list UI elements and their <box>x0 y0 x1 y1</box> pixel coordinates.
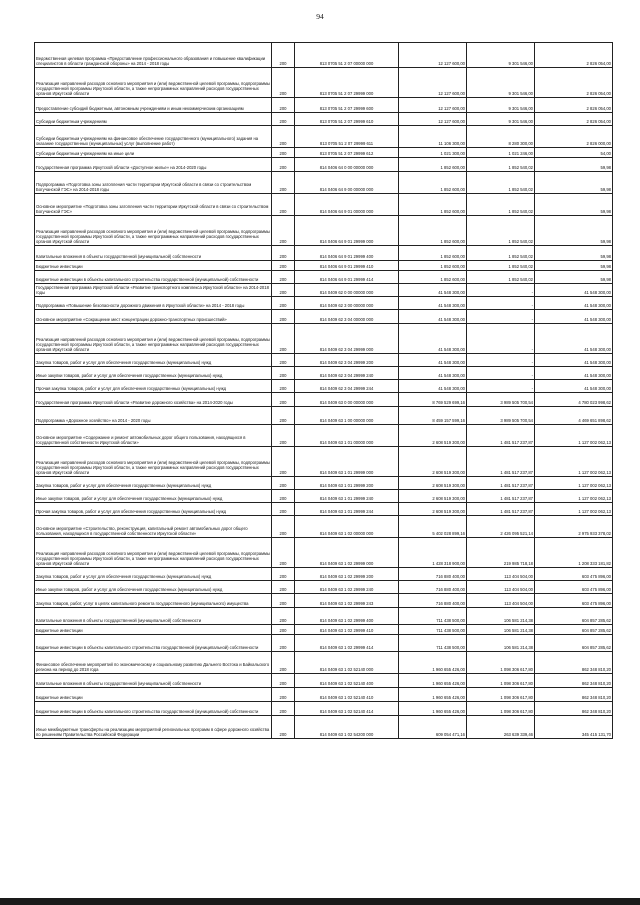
approved-amount-cell: 41 548 300,00 <box>399 324 467 354</box>
approved-amount-cell: 1 852 600,00 <box>399 172 467 194</box>
budget-classification-code-cell: 814 0409 62 3 00 00000 000 <box>295 297 399 310</box>
budget-classification-code-cell: 813 0705 51 2 07 29999 612 <box>295 148 399 158</box>
unexecuted-amount-cell: 2 826 054,00 <box>535 68 613 98</box>
expense-name-cell: Бюджетные инвестиции <box>35 688 272 702</box>
approved-amount-cell: 609 054 471,16 <box>399 716 467 739</box>
status-code-cell: 200 <box>272 447 295 477</box>
status-code-cell: 200 <box>272 68 295 98</box>
expense-name-cell: Подпрограмма «Дорожное хозяйство» на 2014 - 2020 годы <box>35 407 272 425</box>
expense-name-cell: Подпрограмма «Повышение безопасности дорожного движения в Иркутской области» на 2014 - 2018 годы <box>35 297 272 310</box>
expense-name-cell: Закупка товаров, работ и услуг для обеспечения государственных (муниципальных) нужд <box>35 477 272 490</box>
table-row <box>35 380 613 393</box>
status-code-cell: 200 <box>272 635 295 652</box>
status-code-cell: 200 <box>272 503 295 516</box>
unexecuted-amount-cell: 59,98 <box>535 261 613 271</box>
budget-execution-table <box>34 42 613 739</box>
table-row <box>35 297 613 310</box>
status-code-cell: 200 <box>272 688 295 702</box>
table-body <box>35 43 613 739</box>
status-code-cell: 200 <box>272 158 295 172</box>
unexecuted-amount-cell: 1 127 002 062,13 <box>535 447 613 477</box>
table-row <box>35 688 613 702</box>
expense-name-cell: Финансовое обеспечение мероприятий по экономическому и социальному развитию Дальнего Востока и Байкальского региона на период до 2018 года <box>35 652 272 674</box>
expense-name-cell: Бюджетные инвестиции в объекты капитального строительства государственной (муниципальной) собственности <box>35 635 272 652</box>
budget-classification-code-cell: 814 0409 63 1 02 52140 400 <box>295 674 399 688</box>
executed-amount-cell: 1 852 540,02 <box>467 271 535 284</box>
budget-classification-code-cell: 814 0409 63 0 00 00000 000 <box>295 393 399 407</box>
table-row <box>35 271 613 284</box>
expense-name-cell: Государственная программа Иркутской области «Развитие транспортного комплекса Иркутской области» на 2014-2018 годы <box>35 284 272 297</box>
budget-classification-code-cell: 813 0705 51 2 07 00000 000 <box>295 43 399 68</box>
expense-name-cell: Иные закупки товаров, работ и услуг для обеспечения государственных (муниципальных) нужд <box>35 581 272 594</box>
table-row <box>35 354 613 367</box>
status-code-cell: 200 <box>272 172 295 194</box>
executed-amount-cell: 106 581 214,38 <box>467 608 535 625</box>
executed-amount-cell: 1 852 540,02 <box>467 216 535 246</box>
executed-amount-cell: 9 301 546,00 <box>467 98 535 113</box>
table-row <box>35 393 613 407</box>
unexecuted-amount-cell: 41 548 300,00 <box>535 380 613 393</box>
executed-amount-cell: - <box>467 284 535 297</box>
approved-amount-cell: 1 428 318 900,00 <box>399 538 467 568</box>
approved-amount-cell: 41 548 300,00 <box>399 284 467 297</box>
budget-classification-code-cell: 814 0409 63 1 01 29999 200 <box>295 477 399 490</box>
table-row <box>35 716 613 739</box>
expense-name-cell: Основное мероприятие «Строительство, реконструкция, капитальный ремонт автомобильных дорог общего пользования, находящихся в государственной собственности Иркутской области» <box>35 516 272 538</box>
approved-amount-cell: 2 608 519 300,00 <box>399 490 467 503</box>
budget-classification-code-cell: 814 0409 62 3 04 29999 244 <box>295 380 399 393</box>
approved-amount-cell: 1 021 300,00 <box>399 148 467 158</box>
unexecuted-amount-cell: 604 857 285,62 <box>535 635 613 652</box>
unexecuted-amount-cell: 2 826 054,00 <box>535 98 613 113</box>
unexecuted-amount-cell: 1 127 002 062,13 <box>535 503 613 516</box>
unexecuted-amount-cell: 41 548 300,00 <box>535 324 613 354</box>
status-code-cell: 200 <box>272 310 295 324</box>
budget-classification-code-cell: 814 0409 63 1 02 29999 240 <box>295 581 399 594</box>
status-code-cell: 200 <box>272 538 295 568</box>
budget-classification-code-cell: 814 0406 64 9 01 00000 000 <box>295 194 399 216</box>
executed-amount-cell: 1 098 306 617,80 <box>467 652 535 674</box>
unexecuted-amount-cell: 41 548 300,00 <box>535 297 613 310</box>
table-row <box>35 284 613 297</box>
unexecuted-amount-cell: 2 975 933 378,02 <box>535 516 613 538</box>
page-bottom-border <box>0 898 640 905</box>
page-number: 94 <box>316 12 324 21</box>
expense-name-cell: Субсидии бюджетным учреждениям <box>35 113 272 126</box>
status-code-cell: 200 <box>272 261 295 271</box>
approved-amount-cell: 711 438 500,00 <box>399 625 467 635</box>
approved-amount-cell: 41 548 300,00 <box>399 367 467 380</box>
budget-classification-code-cell: 814 0406 64 9 01 29999 000 <box>295 216 399 246</box>
approved-amount-cell: 716 880 400,00 <box>399 581 467 594</box>
executed-amount-cell: 1 098 306 617,80 <box>467 688 535 702</box>
executed-amount-cell: 1 021 246,00 <box>467 148 535 158</box>
status-code-cell: 200 <box>272 716 295 739</box>
status-code-cell: 200 <box>272 43 295 68</box>
budget-classification-code-cell: 814 0406 64 9 00 00000 000 <box>295 172 399 194</box>
budget-classification-code-cell: 814 0409 63 1 02 29999 400 <box>295 608 399 625</box>
expense-name-cell: Бюджетные инвестиции <box>35 625 272 635</box>
unexecuted-amount-cell: 1 127 002 062,13 <box>535 490 613 503</box>
unexecuted-amount-cell: 603 475 896,00 <box>535 581 613 594</box>
executed-amount-cell: - <box>467 380 535 393</box>
unexecuted-amount-cell: 41 548 300,00 <box>535 310 613 324</box>
budget-classification-code-cell: 813 0705 51 2 07 29999 611 <box>295 126 399 148</box>
budget-classification-code-cell: 814 0409 63 1 02 29999 410 <box>295 625 399 635</box>
status-code-cell: 200 <box>272 324 295 354</box>
table-row <box>35 447 613 477</box>
approved-amount-cell: 8 459 157 599,16 <box>399 407 467 425</box>
table-row <box>35 367 613 380</box>
budget-classification-code-cell: 814 0406 64 9 01 29999 414 <box>295 271 399 284</box>
executed-amount-cell: - <box>467 297 535 310</box>
expense-name-cell: Прочая закупка товаров, работ и услуг для обеспечения государственных (муниципальных) нужд <box>35 503 272 516</box>
table-row <box>35 113 613 126</box>
status-code-cell: 200 <box>272 380 295 393</box>
approved-amount-cell: 41 548 300,00 <box>399 354 467 367</box>
approved-amount-cell: 12 127 600,00 <box>399 98 467 113</box>
table-row <box>35 516 613 538</box>
status-code-cell: 200 <box>272 702 295 716</box>
executed-amount-cell: 1 481 517 237,87 <box>467 477 535 490</box>
executed-amount-cell: 1 852 540,02 <box>467 246 535 261</box>
table-row <box>35 158 613 172</box>
unexecuted-amount-cell: 1 208 333 181,82 <box>535 538 613 568</box>
approved-amount-cell: 5 402 028 899,16 <box>399 516 467 538</box>
executed-amount-cell: 113 404 504,00 <box>467 594 535 608</box>
status-code-cell: 200 <box>272 652 295 674</box>
unexecuted-amount-cell: 59,98 <box>535 271 613 284</box>
table-row <box>35 324 613 354</box>
status-code-cell: 200 <box>272 490 295 503</box>
expense-name-cell: Ведомственная целевая программа «Предоставление профессионального образования и повышение квалификации специалистов в области гражданской обороны» на 2014 - 2018 годы <box>35 43 272 68</box>
budget-classification-code-cell: 814 0409 63 1 02 29999 200 <box>295 568 399 581</box>
table-row <box>35 635 613 652</box>
executed-amount-cell: 219 985 718,18 <box>467 538 535 568</box>
approved-amount-cell: 2 608 519 300,00 <box>399 447 467 477</box>
unexecuted-amount-cell: 59,98 <box>535 246 613 261</box>
budget-classification-code-cell: 813 0705 51 2 07 29999 600 <box>295 98 399 113</box>
unexecuted-amount-cell: 1 127 002 062,13 <box>535 477 613 490</box>
status-code-cell: 200 <box>272 216 295 246</box>
budget-classification-code-cell: 814 0409 63 1 00 00000 000 <box>295 407 399 425</box>
budget-classification-code-cell: 814 0406 64 9 01 29999 400 <box>295 246 399 261</box>
expense-name-cell: Прочая закупка товаров, работ и услуг для обеспечения государственных (муниципальных) нужд <box>35 380 272 393</box>
budget-classification-code-cell: 814 0409 63 1 02 29999 000 <box>295 538 399 568</box>
unexecuted-amount-cell: 862 348 810,20 <box>535 688 613 702</box>
expense-name-cell: Иные межбюджетные трансферты на реализацию мероприятий региональных программ в сфере дорожного хозяйства по решениям Правительства Российской Федерации <box>35 716 272 739</box>
approved-amount-cell: 1 960 655 426,00 <box>399 702 467 716</box>
status-code-cell: 200 <box>272 594 295 608</box>
table-row <box>35 503 613 516</box>
approved-amount-cell: 12 127 600,00 <box>399 43 467 68</box>
executed-amount-cell: 3 989 505 700,54 <box>467 407 535 425</box>
approved-amount-cell: 1 852 600,00 <box>399 271 467 284</box>
unexecuted-amount-cell: 862 348 810,20 <box>535 702 613 716</box>
expense-name-cell: Государственная программа Иркутской области «Доступное жилье» на 2014-2020 годы <box>35 158 272 172</box>
executed-amount-cell: 1 481 517 237,87 <box>467 503 535 516</box>
status-code-cell: 200 <box>272 425 295 447</box>
budget-classification-code-cell: 814 0409 62 3 04 29999 000 <box>295 324 399 354</box>
status-code-cell: 200 <box>272 354 295 367</box>
executed-amount-cell: 113 404 504,00 <box>467 581 535 594</box>
table-row <box>35 674 613 688</box>
expense-name-cell: Реализация направлений расходов основного мероприятия и (или) ведомственной целевой программы, подпрограммы государственной программы Иркутской области, а также непрограммных направлений расходов государственных органов Иркутской области <box>35 324 272 354</box>
status-code-cell: 200 <box>272 516 295 538</box>
status-code-cell: 200 <box>272 126 295 148</box>
status-code-cell: 200 <box>272 297 295 310</box>
approved-amount-cell: 1 960 655 426,00 <box>399 688 467 702</box>
approved-amount-cell: 1 960 655 426,00 <box>399 674 467 688</box>
status-code-cell: 200 <box>272 284 295 297</box>
expense-name-cell: Субсидии бюджетным учреждениям на иные цели <box>35 148 272 158</box>
executed-amount-cell: - <box>467 310 535 324</box>
status-code-cell: 200 <box>272 608 295 625</box>
status-code-cell: 200 <box>272 98 295 113</box>
status-code-cell: 200 <box>272 674 295 688</box>
table-row <box>35 702 613 716</box>
approved-amount-cell: 711 438 500,00 <box>399 608 467 625</box>
table-row <box>35 490 613 503</box>
expense-name-cell: Капитальные вложения в объекты государственной (муниципальной) собственности <box>35 674 272 688</box>
table-row <box>35 43 613 68</box>
unexecuted-amount-cell: 59,98 <box>535 172 613 194</box>
approved-amount-cell: 41 548 300,00 <box>399 380 467 393</box>
expense-name-cell: Капитальные вложения в объекты государственной (муниципальной) собственности <box>35 246 272 261</box>
table-row <box>35 261 613 271</box>
executed-amount-cell: 106 581 214,38 <box>467 635 535 652</box>
executed-amount-cell: 9 301 546,00 <box>467 68 535 98</box>
budget-classification-code-cell: 814 0406 64 9 01 29999 410 <box>295 261 399 271</box>
unexecuted-amount-cell: 41 548 300,00 <box>535 367 613 380</box>
table-row <box>35 68 613 98</box>
table-row <box>35 538 613 568</box>
expense-name-cell: Бюджетные инвестиции в объекты капитального строительства государственной (муниципальной) собственности <box>35 271 272 284</box>
executed-amount-cell: 263 639 339,46 <box>467 716 535 739</box>
table-row <box>35 148 613 158</box>
unexecuted-amount-cell: 604 857 285,62 <box>535 625 613 635</box>
approved-amount-cell: 8 769 529 699,16 <box>399 393 467 407</box>
approved-amount-cell: 711 438 500,00 <box>399 635 467 652</box>
approved-amount-cell: 716 880 400,00 <box>399 568 467 581</box>
expense-name-cell: Закупка товаров, работ, услуг в целях капитального ремонта государственного (муниципального) имущества <box>35 594 272 608</box>
approved-amount-cell: 1 852 600,00 <box>399 194 467 216</box>
table-row <box>35 608 613 625</box>
executed-amount-cell: 8 280 300,00 <box>467 126 535 148</box>
table-row <box>35 594 613 608</box>
table-row <box>35 246 613 261</box>
unexecuted-amount-cell: 54,00 <box>535 148 613 158</box>
status-code-cell: 200 <box>272 407 295 425</box>
approved-amount-cell: 41 548 300,00 <box>399 310 467 324</box>
executed-amount-cell: 1 852 540,02 <box>467 158 535 172</box>
status-code-cell: 200 <box>272 194 295 216</box>
table-row <box>35 652 613 674</box>
budget-classification-code-cell: 814 0409 62 3 04 29999 240 <box>295 367 399 380</box>
executed-amount-cell: - <box>467 324 535 354</box>
expense-name-cell: Предоставление субсидий бюджетным, автономным учреждениям и иным некоммерческим организациям <box>35 98 272 113</box>
budget-classification-code-cell: 814 0409 63 1 02 00000 000 <box>295 516 399 538</box>
unexecuted-amount-cell: 2 826 054,00 <box>535 113 613 126</box>
approved-amount-cell: 1 852 600,00 <box>399 246 467 261</box>
status-code-cell: 200 <box>272 477 295 490</box>
status-code-cell: 200 <box>272 568 295 581</box>
executed-amount-cell: 9 301 546,00 <box>467 113 535 126</box>
expense-name-cell: Иные закупки товаров, работ и услуг для обеспечения государственных (муниципальных) нужд <box>35 490 272 503</box>
expense-name-cell: Иные закупки товаров, работ и услуг для обеспечения государственных (муниципальных) нужд <box>35 367 272 380</box>
budget-classification-code-cell: 814 0406 64 0 00 00000 000 <box>295 158 399 172</box>
table-row <box>35 625 613 635</box>
executed-amount-cell: 9 301 546,00 <box>467 43 535 68</box>
executed-amount-cell: 1 481 517 237,87 <box>467 425 535 447</box>
expense-name-cell: Бюджетные инвестиции <box>35 261 272 271</box>
unexecuted-amount-cell: 2 826 000,00 <box>535 126 613 148</box>
table-row <box>35 477 613 490</box>
expense-name-cell: Бюджетные инвестиции в объекты капитального строительства государственной (муниципальной) собственности <box>35 702 272 716</box>
budget-classification-code-cell: 813 0705 51 2 07 29999 000 <box>295 68 399 98</box>
budget-classification-code-cell: 814 0409 63 1 02 52140 410 <box>295 688 399 702</box>
approved-amount-cell: 41 548 300,00 <box>399 297 467 310</box>
table-row <box>35 216 613 246</box>
executed-amount-cell: - <box>467 367 535 380</box>
approved-amount-cell: 11 106 300,00 <box>399 126 467 148</box>
budget-classification-code-cell: 814 0409 62 3 04 29999 200 <box>295 354 399 367</box>
table-row <box>35 126 613 148</box>
executed-amount-cell: 1 852 540,02 <box>467 261 535 271</box>
budget-classification-code-cell: 814 0409 63 1 02 54200 000 <box>295 716 399 739</box>
budget-classification-code-cell: 814 0409 63 1 02 52140 414 <box>295 702 399 716</box>
approved-amount-cell: 1 852 600,00 <box>399 158 467 172</box>
unexecuted-amount-cell: 862 348 810,20 <box>535 674 613 688</box>
executed-amount-cell: 1 098 306 617,80 <box>467 702 535 716</box>
status-code-cell: 200 <box>272 271 295 284</box>
unexecuted-amount-cell: 41 548 300,00 <box>535 284 613 297</box>
expense-name-cell: Закупка товаров, работ и услуг для обеспечения государственных (муниципальных) нужд <box>35 568 272 581</box>
status-code-cell: 200 <box>272 113 295 126</box>
unexecuted-amount-cell: 345 415 131,70 <box>535 716 613 739</box>
unexecuted-amount-cell: 4 469 651 898,62 <box>535 407 613 425</box>
table-row <box>35 310 613 324</box>
budget-classification-code-cell: 814 0409 63 1 02 29999 414 <box>295 635 399 652</box>
executed-amount-cell: 113 404 504,00 <box>467 568 535 581</box>
status-code-cell: 200 <box>272 581 295 594</box>
executed-amount-cell: 106 581 214,38 <box>467 625 535 635</box>
executed-amount-cell: 1 852 540,02 <box>467 172 535 194</box>
expense-name-cell: Основное мероприятие «Содержание и ремонт автомобильных дорог общего пользования, находящихся в государственной собственности Иркутской области» <box>35 425 272 447</box>
expense-name-cell: Реализация направлений расходов основного мероприятия и (или) ведомственной целевой программы, подпрограммы государственной программы Иркутской области, а также непрограммных направлений расходов государственных органов Иркутской области <box>35 68 272 98</box>
unexecuted-amount-cell: 1 127 002 062,13 <box>535 425 613 447</box>
budget-classification-code-cell: 814 0409 63 1 01 29999 240 <box>295 490 399 503</box>
table-row <box>35 581 613 594</box>
executed-amount-cell: 1 481 517 237,87 <box>467 447 535 477</box>
unexecuted-amount-cell: 862 348 810,20 <box>535 652 613 674</box>
approved-amount-cell: 1 960 655 426,00 <box>399 652 467 674</box>
expense-name-cell: Реализация направлений расходов основного мероприятия и (или) ведомственной целевой программы, подпрограммы государственной программы Иркутской области, а также непрограммных направлений расходов государственных органов Иркутской области <box>35 447 272 477</box>
budget-classification-code-cell: 814 0409 63 1 01 29999 000 <box>295 447 399 477</box>
expense-name-cell: Закупка товаров, работ и услуг для обеспечения государственных (муниципальных) нужд <box>35 354 272 367</box>
budget-classification-code-cell: 814 0409 63 1 01 00000 000 <box>295 425 399 447</box>
expense-name-cell: Основное мероприятие «Сокращение мест концентрации дорожно-транспортных происшествий» <box>35 310 272 324</box>
unexecuted-amount-cell: 59,98 <box>535 194 613 216</box>
executed-amount-cell: 1 098 306 617,80 <box>467 674 535 688</box>
budget-classification-code-cell: 814 0409 63 1 02 29999 243 <box>295 594 399 608</box>
unexecuted-amount-cell: 2 826 054,00 <box>535 43 613 68</box>
executed-amount-cell: 3 989 505 700,54 <box>467 393 535 407</box>
status-code-cell: 200 <box>272 367 295 380</box>
budget-classification-code-cell: 814 0409 63 1 02 52140 000 <box>295 652 399 674</box>
table-row <box>35 172 613 194</box>
budget-classification-code-cell: 814 0409 62 3 04 00000 000 <box>295 310 399 324</box>
expense-name-cell: Реализация направлений расходов основного мероприятия и (или) ведомственной целевой программы, подпрограммы государственной программы Иркутской области, а также непрограммных направлений расходов государственных органов Иркутской области <box>35 538 272 568</box>
budget-classification-code-cell: 813 0705 51 2 07 29999 610 <box>295 113 399 126</box>
unexecuted-amount-cell: 59,98 <box>535 216 613 246</box>
executed-amount-cell: 1 481 517 237,87 <box>467 490 535 503</box>
table-row <box>35 425 613 447</box>
executed-amount-cell: 1 852 540,02 <box>467 194 535 216</box>
status-code-cell: 200 <box>272 148 295 158</box>
budget-classification-code-cell: 814 0409 62 0 00 00000 000 <box>295 284 399 297</box>
executed-amount-cell: - <box>467 354 535 367</box>
unexecuted-amount-cell: 603 475 896,00 <box>535 594 613 608</box>
status-code-cell: 200 <box>272 625 295 635</box>
expense-name-cell: Капитальные вложения в объекты государственной (муниципальной) собственности <box>35 608 272 625</box>
unexecuted-amount-cell: 4 780 023 998,62 <box>535 393 613 407</box>
approved-amount-cell: 2 608 519 300,00 <box>399 503 467 516</box>
approved-amount-cell: 2 608 519 300,00 <box>399 425 467 447</box>
expense-name-cell: Государственная программа Иркутской области «Развитие дорожного хозяйства» на 2014-2020 годы <box>35 393 272 407</box>
table-row <box>35 194 613 216</box>
approved-amount-cell: 2 608 519 300,00 <box>399 477 467 490</box>
expense-name-cell: Реализация направлений расходов основного мероприятия и (или) ведомственной целевой программы, подпрограммы государственной программы Иркутской области, а также непрограммных направлений расходов государственных органов Иркутской области <box>35 216 272 246</box>
expense-name-cell: Подпрограмма «Подготовка зоны затопления части территории Иркутской области в связи со строительством Богучанской ГЭС» на 2014-2018 годы <box>35 172 272 194</box>
status-code-cell: 200 <box>272 246 295 261</box>
budget-classification-code-cell: 814 0409 63 1 01 29999 244 <box>295 503 399 516</box>
approved-amount-cell: 1 852 600,00 <box>399 216 467 246</box>
table-row <box>35 407 613 425</box>
unexecuted-amount-cell: 603 475 896,00 <box>535 568 613 581</box>
approved-amount-cell: 12 127 600,00 <box>399 68 467 98</box>
table-row <box>35 98 613 113</box>
unexecuted-amount-cell: 59,98 <box>535 158 613 172</box>
expense-name-cell: Субсидии бюджетным учреждениям на финансовое обеспечение государственного (муниципального) задания на оказание государственных (муниципальных) услуг (выполнение работ) <box>35 126 272 148</box>
table-row <box>35 568 613 581</box>
approved-amount-cell: 716 880 400,00 <box>399 594 467 608</box>
expense-name-cell: Основное мероприятие «Подготовка зоны затопления части территории Иркутской области в связи со строительством Богучанской ГЭС» <box>35 194 272 216</box>
executed-amount-cell: 2 426 095 521,14 <box>467 516 535 538</box>
status-code-cell: 200 <box>272 393 295 407</box>
approved-amount-cell: 12 127 600,00 <box>399 113 467 126</box>
unexecuted-amount-cell: 604 857 285,62 <box>535 608 613 625</box>
unexecuted-amount-cell: 41 548 300,00 <box>535 354 613 367</box>
approved-amount-cell: 1 852 600,00 <box>399 261 467 271</box>
